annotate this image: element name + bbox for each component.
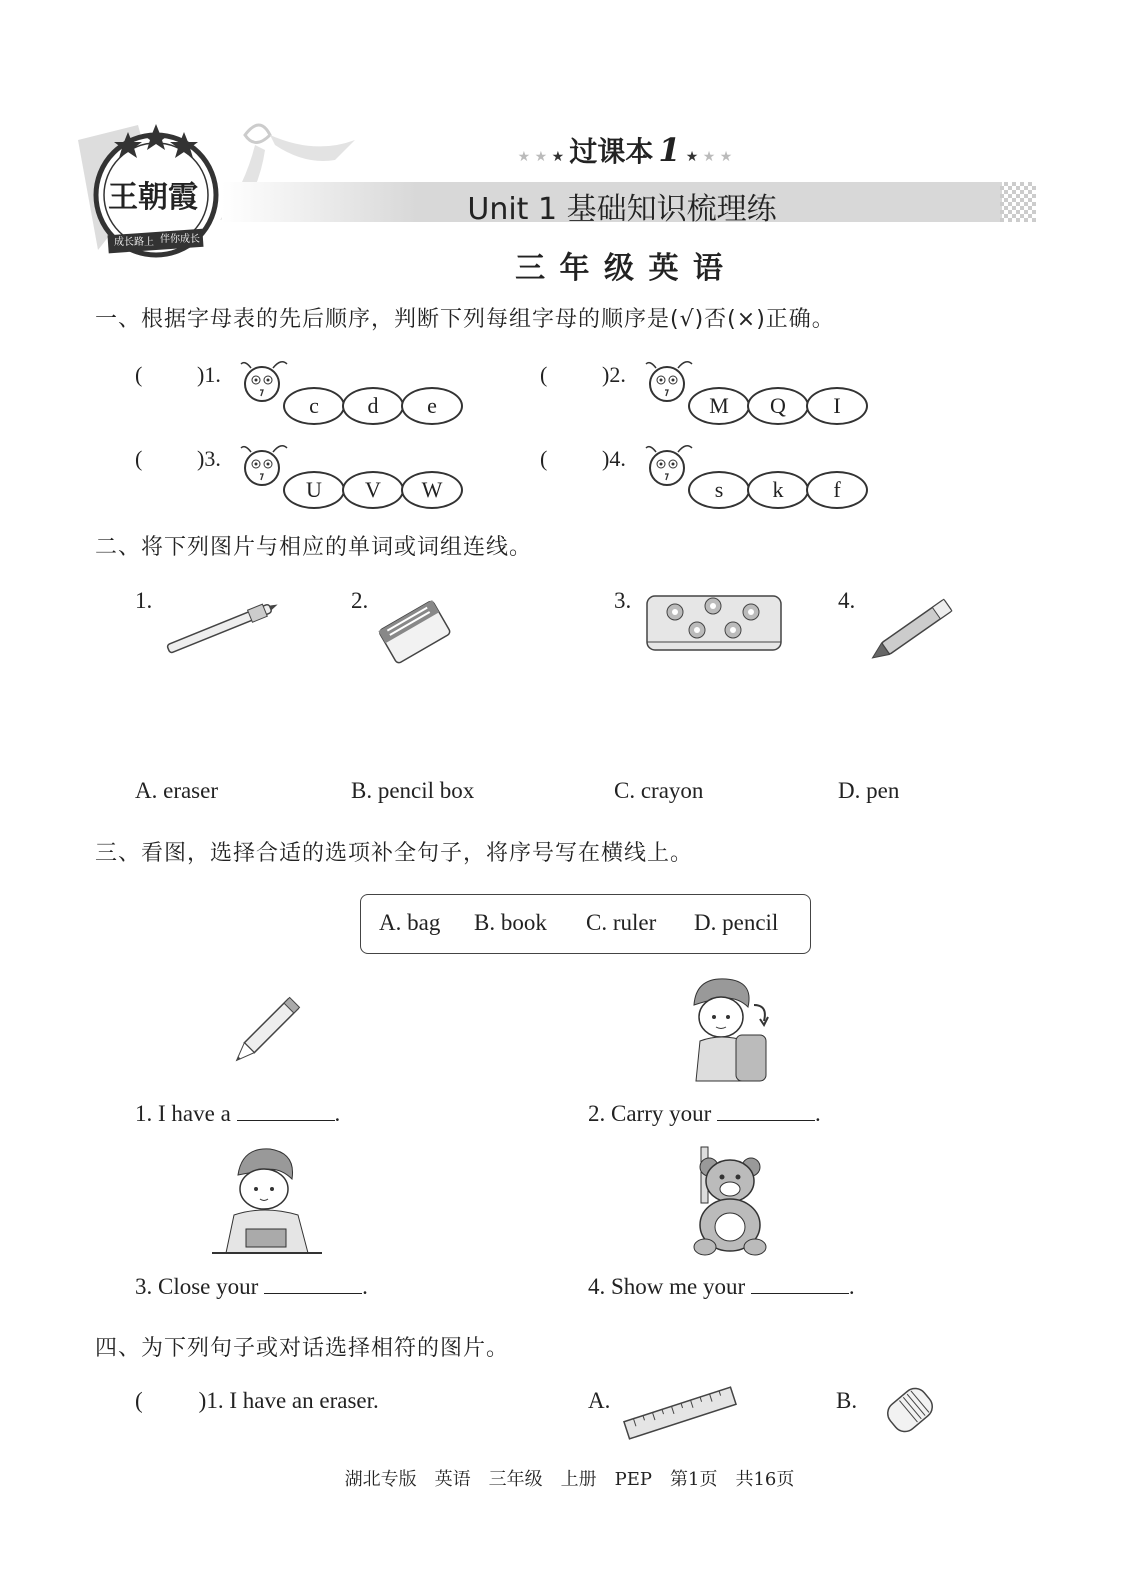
word-option: A. eraser (135, 778, 219, 803)
sentence-end: . (334, 1101, 341, 1126)
ruler-icon (620, 1382, 740, 1444)
s1-item-2 (540, 360, 880, 430)
answer-paren-open[interactable]: ( (135, 1388, 143, 1413)
picture-number: 3. (614, 588, 632, 613)
letter-bubble: Q (747, 387, 809, 425)
eraser-icon (878, 1378, 943, 1443)
section2-heading: 二、将下列图片与相应的单词或词组连线。 (95, 535, 533, 560)
answer-paren-open[interactable]: ( (540, 446, 548, 471)
sentence-end: . (362, 1274, 368, 1299)
answer-paren-open[interactable]: ( (135, 446, 143, 471)
item-number: )1. (197, 362, 221, 387)
item-number: )2. (602, 362, 626, 387)
option-item: B. book (474, 910, 547, 935)
caterpillar-head-icon (239, 444, 291, 490)
sentence-4 (588, 1273, 855, 1300)
logo-text: 王朝霞 (108, 180, 198, 215)
caterpillar-head-icon (644, 360, 696, 406)
s4-item-text: )1. I have an eraser. (198, 1388, 379, 1413)
section4-heading: 四、为下列句子或对话选择相符的图片。 (95, 1336, 510, 1361)
course-label: ★ ★ ★ 过课本 1 ★ ★ ★ (517, 131, 733, 169)
option-a-label: A. (588, 1388, 611, 1413)
answer-blank[interactable] (751, 1273, 849, 1294)
caterpillar-head-icon (239, 360, 291, 406)
s4-item-1 (135, 1388, 379, 1414)
letter-bubble: d (342, 387, 404, 425)
s1-item-4 (540, 444, 880, 514)
letter-bubble: f (806, 471, 868, 509)
letter-bubble: e (401, 387, 463, 425)
eraser-icon (372, 590, 462, 675)
item-number: )3. (197, 446, 221, 471)
logo-slogan-left: 成长路上 (114, 237, 154, 248)
picture-number: 2. (351, 588, 369, 613)
sentence-end: . (815, 1101, 821, 1126)
word-option: B. pencil box (351, 778, 475, 803)
answer-blank[interactable] (717, 1100, 815, 1121)
page-footer: 湖北专版 英语 三年级 上册 PEP 第1页 共16页 (344, 1469, 795, 1490)
sentence-3 (135, 1273, 368, 1300)
letter-bubble: s (688, 471, 750, 509)
item-number: )4. (602, 446, 626, 471)
s1-item-3 (135, 444, 475, 514)
pencil-box-icon (645, 592, 785, 657)
sentence-text: 4. Show me your (588, 1274, 751, 1299)
sentence-text: 1. I have a (135, 1101, 237, 1126)
sentence-text: 3. Close your (135, 1274, 265, 1299)
page-subtitle: 三 年 级 英 语 (515, 251, 725, 286)
letter-bubble: I (806, 387, 868, 425)
word-option: C. crayon (614, 778, 704, 803)
letter-bubble: c (283, 387, 345, 425)
letter-bubble: M (688, 387, 750, 425)
answer-blank[interactable] (264, 1273, 362, 1294)
letter-bubble: U (283, 471, 345, 509)
sentence-2 (588, 1100, 821, 1127)
option-item: D. pencil (694, 910, 779, 935)
pen-icon (160, 595, 285, 660)
section1-heading: 一、根据字母表的先后顺序，判断下列每组字母的顺序是(√)否(×)正确。 (95, 307, 835, 332)
caterpillar-head-icon (644, 444, 696, 490)
logo-slogan-right: 伴你成长 (160, 234, 200, 245)
course-number: 1 (658, 131, 681, 169)
letter-bubble: k (747, 471, 809, 509)
sentence-text: 2. Carry your (588, 1101, 718, 1126)
crayon-icon (862, 590, 967, 670)
option-item: C. ruler (586, 910, 657, 935)
bear-with-ruler-icon (685, 1143, 775, 1258)
answer-paren-open[interactable]: ( (540, 362, 548, 387)
answer-paren-open[interactable]: ( (135, 362, 143, 387)
pencil-icon (222, 988, 312, 1073)
picture-number: 4. (838, 588, 856, 613)
boy-closing-book-icon (212, 1143, 322, 1258)
letter-bubble: W (401, 471, 463, 509)
boy-with-bag-icon (676, 975, 776, 1085)
banner-title: Unit 1 基础知识梳理练 (467, 192, 777, 227)
letter-bubble: V (342, 471, 404, 509)
option-b-label: B. (836, 1388, 858, 1413)
options-box (360, 894, 811, 954)
option-item: A. bag (379, 910, 441, 935)
word-option: D. pen (838, 778, 900, 803)
s1-item-1 (135, 360, 475, 430)
sentence-end: . (848, 1274, 855, 1299)
section3-heading: 三、看图，选择合适的选项补全句子，将序号写在横线上。 (95, 841, 694, 866)
answer-blank[interactable] (237, 1100, 335, 1121)
course-label-text: 过课本 (569, 135, 654, 168)
picture-number: 1. (135, 588, 153, 613)
sentence-1 (135, 1100, 340, 1127)
